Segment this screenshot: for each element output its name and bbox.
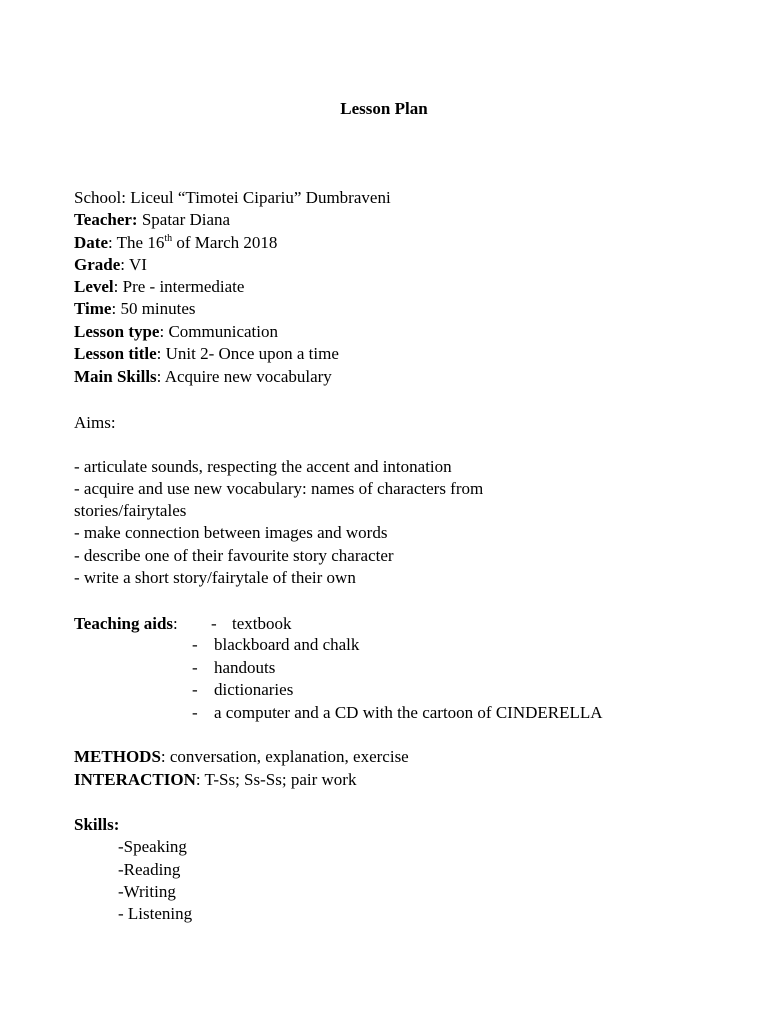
methods-label: METHODS	[74, 747, 161, 766]
aid-dash: -	[192, 703, 198, 722]
aims-heading: Aims:	[74, 413, 116, 432]
interaction-value: : T-Ss; Ss-Ss; pair work	[195, 770, 357, 789]
aid-item: blackboard and chalk	[214, 635, 360, 654]
aid-item: handouts	[214, 658, 276, 677]
aid-dash: -	[211, 614, 217, 633]
aims-item: - articulate sounds, respecting the accent and intonation	[74, 457, 452, 476]
lesson-type-label: Lesson type	[74, 322, 160, 341]
aims-item: - acquire and use new vocabulary: names of characters from	[74, 479, 484, 498]
main-skills-line	[74, 366, 332, 388]
grade-value: : VI	[120, 255, 147, 274]
school-label: School	[74, 188, 122, 207]
grade-line	[74, 254, 147, 276]
grade-label: Grade	[74, 255, 121, 274]
time-label: Time	[74, 299, 112, 318]
school-value: : Liceul “Timotei Cipariu” Dumbraveni	[121, 188, 391, 207]
lesson-title-label: Lesson title	[74, 344, 157, 363]
aid-dash: -	[192, 635, 198, 654]
interaction-label: INTERACTION	[74, 770, 196, 789]
time-value: : 50 minutes	[111, 299, 196, 318]
skills-label: Skills:	[74, 815, 120, 834]
school-line	[74, 187, 391, 209]
methods-value: : conversation, explanation, exercise	[160, 747, 409, 766]
aid-dash: -	[192, 658, 198, 677]
aims-item: - make connection between images and words	[74, 523, 388, 542]
main-skills-value: : Acquire new vocabulary	[156, 367, 332, 386]
lesson-title-line	[74, 343, 339, 365]
main-skills-label: Main Skills	[74, 367, 157, 386]
aid-item: textbook	[232, 614, 292, 633]
skill-item: - Listening	[118, 904, 193, 923]
skill-item: -Speaking	[118, 837, 187, 856]
skills-heading	[74, 814, 119, 836]
level-label: Level	[74, 277, 114, 296]
teaching-aids-label: Teaching aids	[74, 614, 174, 633]
page-title: Lesson Plan	[340, 99, 428, 118]
teacher-value: Spatar Diana	[137, 210, 231, 229]
lesson-type-line	[74, 321, 278, 343]
date-label: Date	[74, 233, 108, 252]
teaching-aids-label-line	[74, 613, 178, 635]
skill-item: -Writing	[118, 882, 176, 901]
date-superscript: th	[164, 233, 173, 244]
date-line	[74, 232, 277, 254]
teaching-aids-colon: :	[173, 614, 178, 633]
aims-item: - write a short story/fairytale of their own	[74, 568, 356, 587]
level-line	[74, 276, 244, 298]
lesson-type-value: : Communication	[159, 322, 279, 341]
level-value: : Pre - intermediate	[113, 277, 245, 296]
methods-line	[74, 746, 409, 768]
lesson-title-value: : Unit 2- Once upon a time	[156, 344, 339, 363]
teacher-line	[74, 209, 230, 231]
teacher-label: Teacher:	[74, 210, 138, 229]
date-pre: : The 16	[107, 233, 165, 252]
time-line	[74, 298, 196, 320]
skill-item: -Reading	[118, 860, 181, 879]
aims-item: stories/fairytales	[74, 501, 187, 520]
date-post: of March 2018	[172, 233, 278, 252]
aid-item: a computer and a CD with the cartoon of CINDERELLA	[214, 703, 603, 722]
interaction-line	[74, 769, 356, 791]
aims-item: - describe one of their favourite story character	[74, 546, 394, 565]
aid-dash: -	[192, 680, 198, 699]
aid-item: dictionaries	[214, 680, 294, 699]
